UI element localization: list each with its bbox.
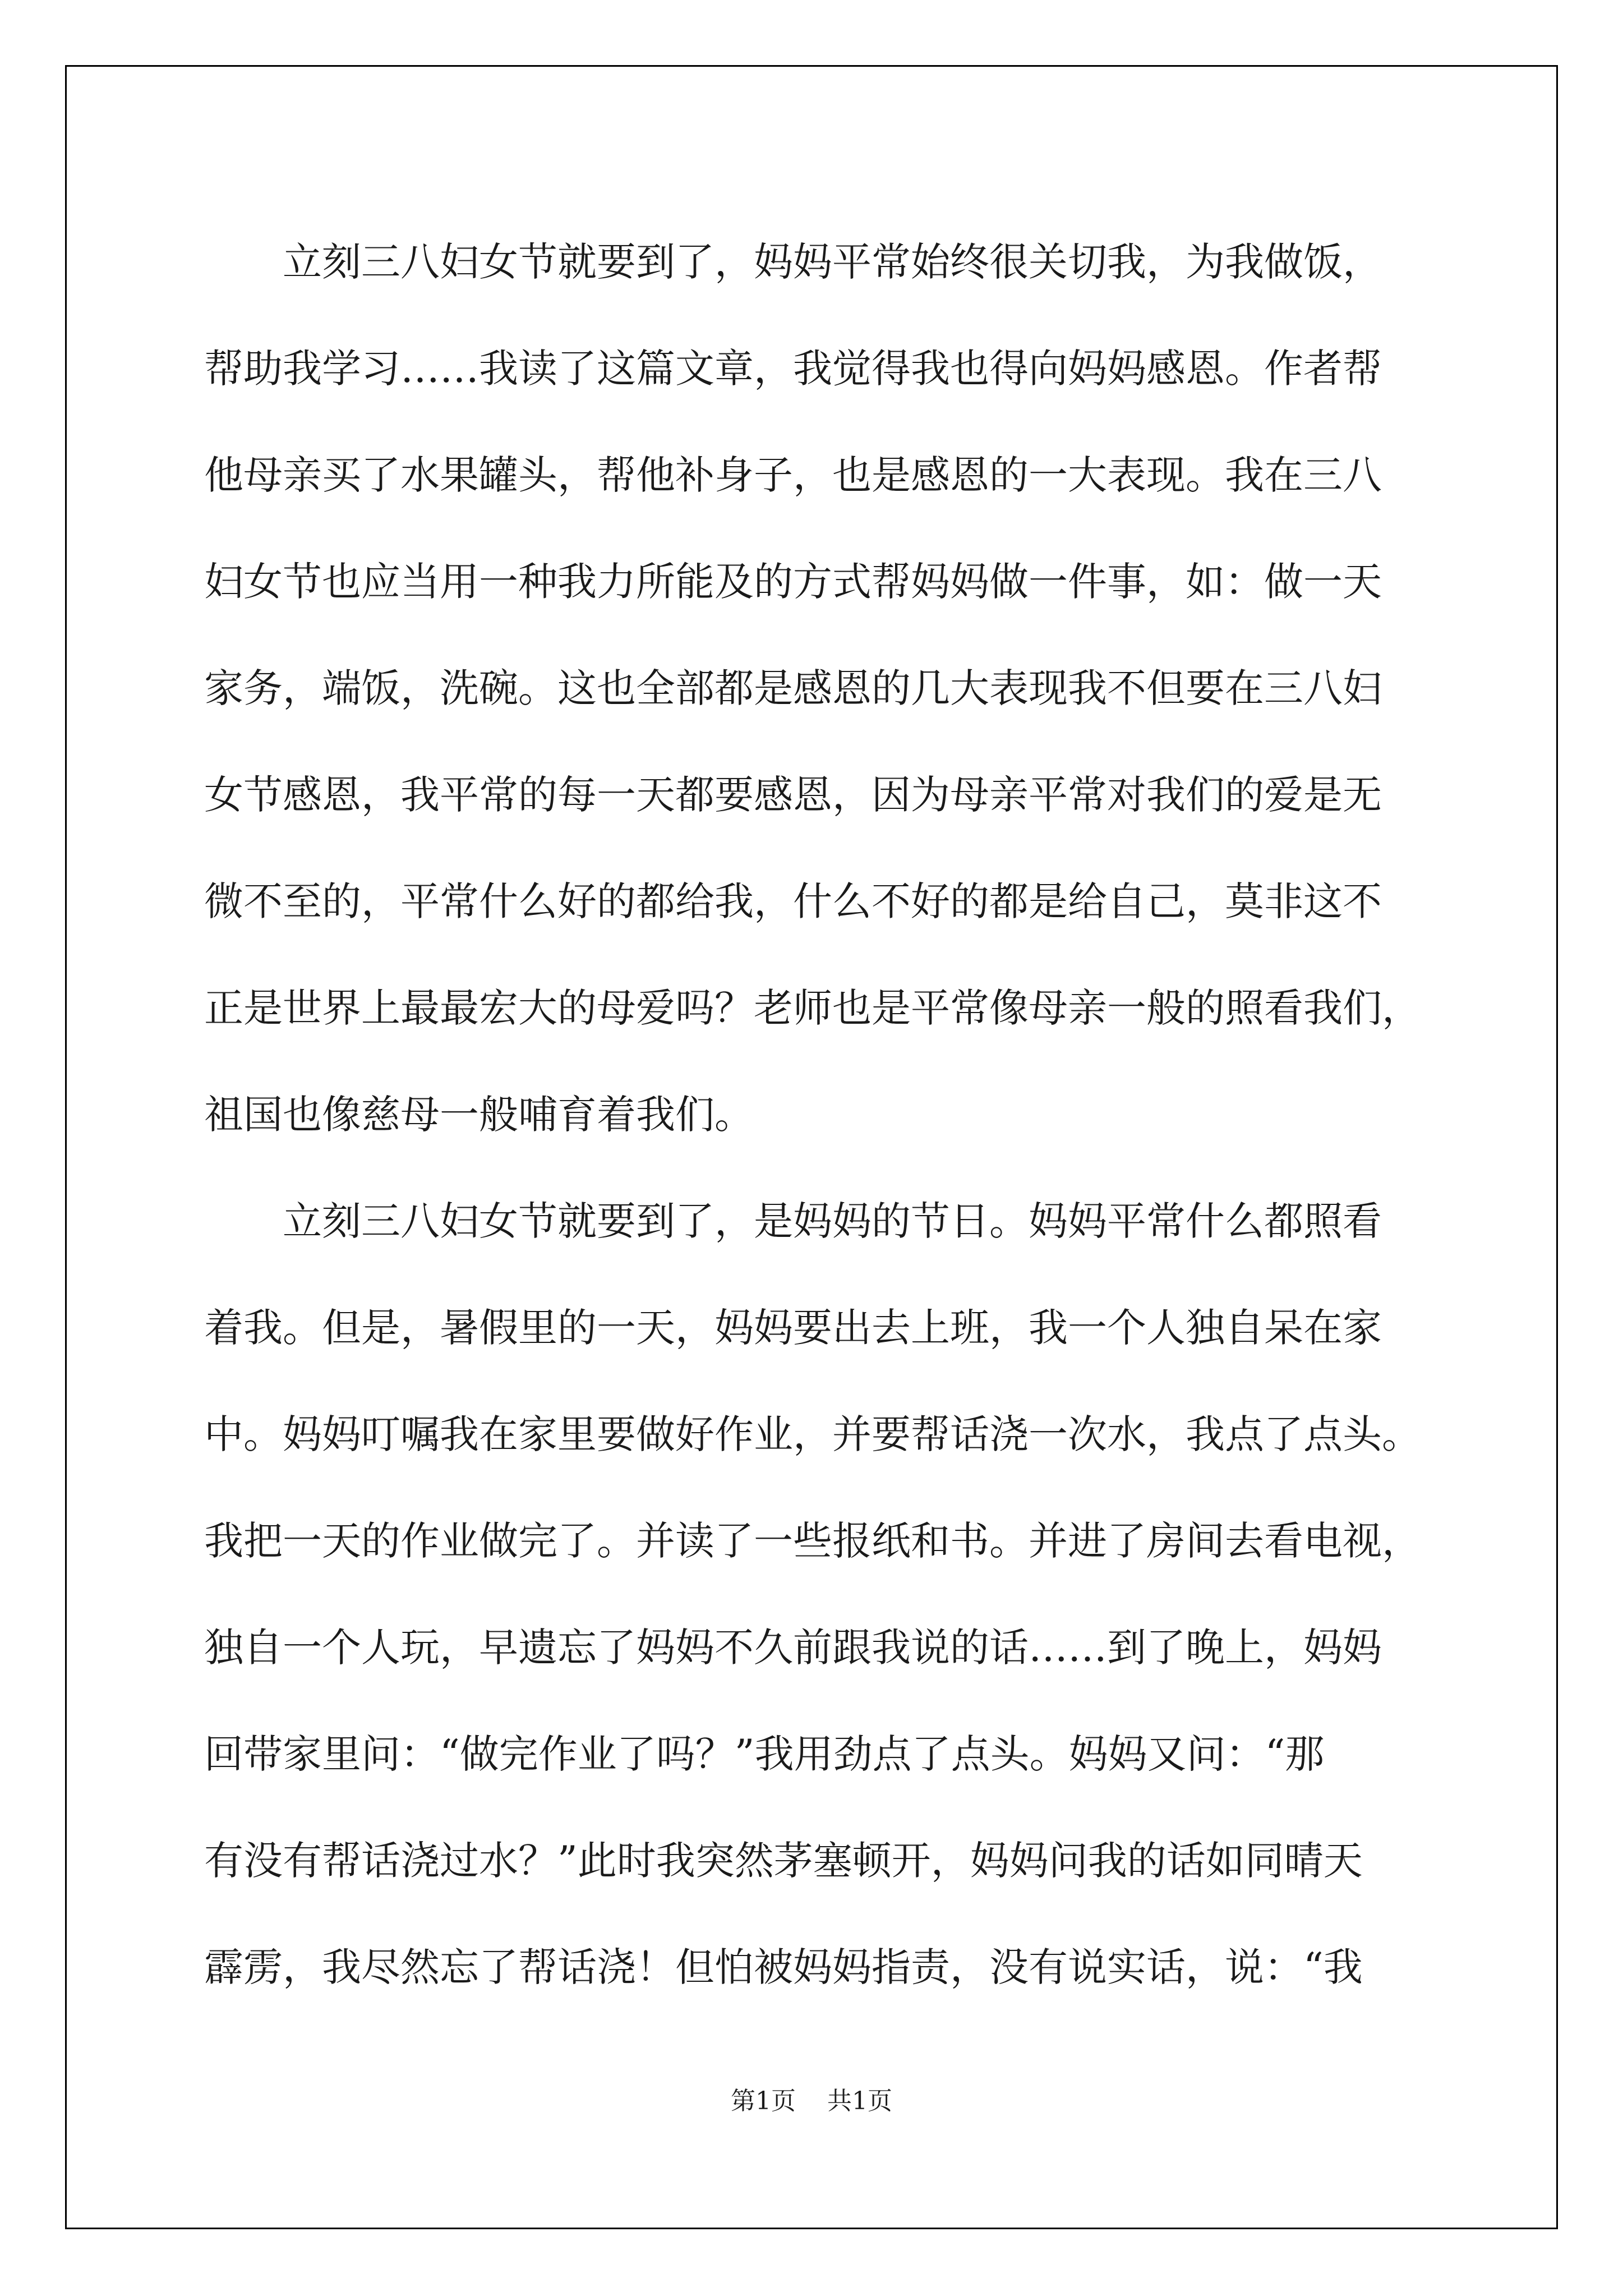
paragraph-2-line-4: 我把一天的作业做完了。并读了一些报纸和书。并进了房间去看电视， xyxy=(204,1518,1421,1564)
paragraph-1-line-3: 他母亲买了水果罐头，帮他补身子，也是感恩的一大表现。我在三八 xyxy=(204,452,1382,498)
page-footer xyxy=(0,2085,1623,2118)
paragraph-2-line-7: 有没有帮话浇过水？”此时我突然茅塞顿开，妈妈问我的话如同晴天 xyxy=(204,1838,1363,1884)
paragraph-1-line-7: 微不至的，平常什么好的都给我，什么不好的都是给自己，莫非这不 xyxy=(204,878,1382,924)
paragraph-2-line-1: 立刻三八妇女节就要到了，是妈妈的节日。妈妈平常什么都照看 xyxy=(283,1198,1382,1244)
paragraph-1-line-6: 女节感恩，我平常的每一天都要感恩，因为母亲平常对我们的爱是无 xyxy=(204,772,1382,818)
paragraph-1-line-2: 帮助我学习……我读了这篇文章，我觉得我也得向妈妈感恩。作者帮 xyxy=(204,346,1382,392)
paragraph-1-line-1: 立刻三八妇女节就要到了，妈妈平常始终很关切我，为我做饭， xyxy=(283,239,1382,285)
page-total: 共1页 xyxy=(827,2087,892,2115)
paragraph-2-line-6: 回带家里问：“做完作业了吗？”我用劲点了点头。妈妈又问：“那 xyxy=(204,1731,1325,1777)
paragraph-1-line-8: 正是世界上最最宏大的母爱吗？老师也是平常像母亲一般的照看我们， xyxy=(204,985,1421,1031)
page-number: 第1页 xyxy=(731,2087,796,2115)
paragraph-1-line-5: 家务，端饭，洗碗。这也全部都是感恩的几大表现我不但要在三八妇 xyxy=(204,665,1382,711)
paragraph-2-line-3: 中。妈妈叮嘱我在家里要做好作业，并要帮话浇一次水，我点了点头。 xyxy=(204,1411,1421,1457)
paragraph-1-line-4: 妇女节也应当用一种我力所能及的方式帮妈妈做一件事，如：做一天 xyxy=(204,559,1382,605)
paragraph-1-line-9: 祖国也像慈母一般哺育着我们。 xyxy=(204,1092,754,1138)
paragraph-2-line-8: 霹雳，我尽然忘了帮话浇！但怕被妈妈指责，没有说实话，说：“我 xyxy=(204,1944,1363,1990)
paragraph-2-line-2: 着我。但是，暑假里的一天，妈妈要出去上班，我一个人独自呆在家 xyxy=(204,1305,1382,1351)
document-body xyxy=(204,209,1427,2021)
paragraph-2-line-5: 独自一个人玩，早遗忘了妈妈不久前跟我说的话……到了晚上，妈妈 xyxy=(204,1625,1382,1671)
